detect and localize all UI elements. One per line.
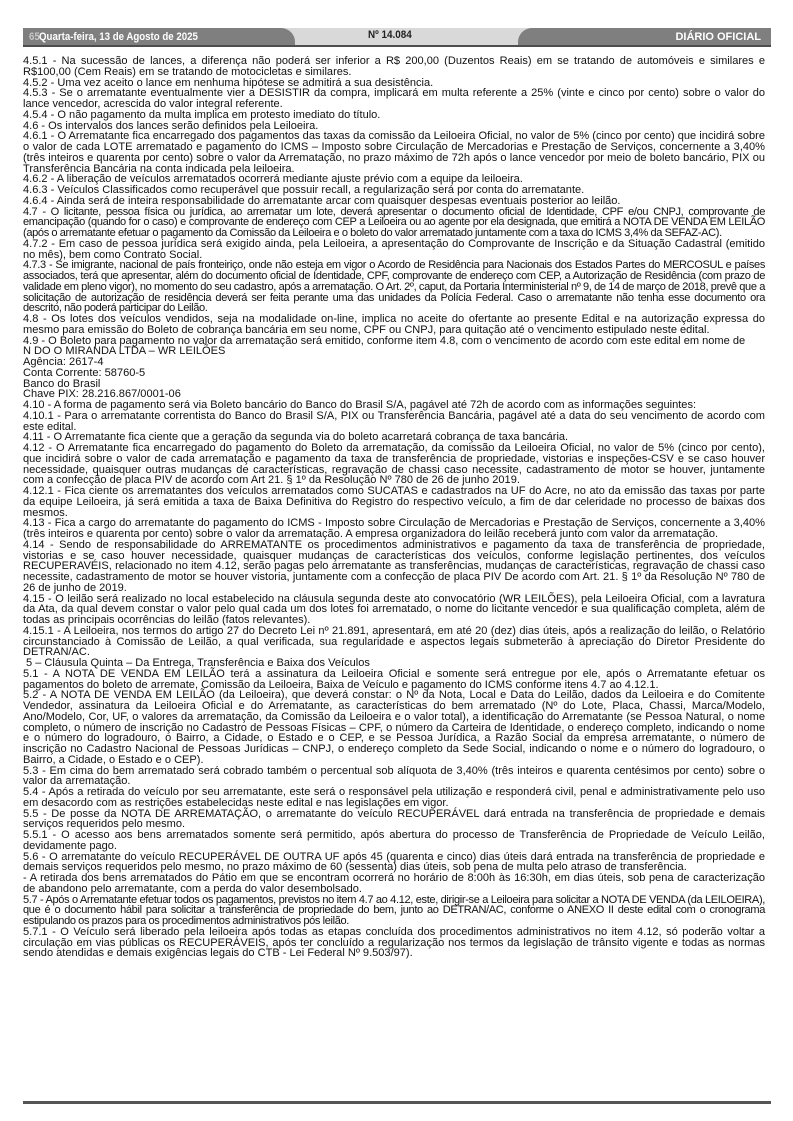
paragraph: 4.8 - Os lotes dos veículos vendidos, seja na modalidade on-line, implica no aceite do ofertante ao presente Edital e na autorização expressa do mesmo para emissão do Boleto de cobrança bancária em seu nome, CPF ou CNPJ, para quitação até o vencimento estipulado neste edital. [23,313,765,336]
header-left-tab [23,28,295,45]
paragraph: 5.5 - De posse da NOTA DE ARREMATAÇÃO, o arrematante do veículo RECUPERÁVEL dará entrada na transferência de propriedade e demais serviços requeridos pelo mesmo. [23,807,765,831]
paragraph: 4.12 - O Arrematante fica encarregado do pagamento do Boleto da arrematação, da comissão da Leiloeira Oficial, no valor de 5% (cinco por cento), que incidirá sobre o valor de cada arrematação e pagamento da taxa de transferência de propriedade, vistorias e inspeções-CSV e se caso houver necessidade, quaisquer outras mudanças de características, regravação de chassi caso necessite, cadastramento de motor se houver, juntamente com a confecção de placa PIV de acordo com Art 21. § 1º da Resolução Nº 780 de 26 de junho 2019. [23,442,765,487]
paragraph: 5.6 - O arrematante do veículo RECUPERÁVEL DE OUTRA UF após 45 (quarenta e cinco) dias úteis dará entrada na transferência de propriedade e demais serviços requeridos pelo mesmo, no prazo máximo de 60 (sessenta) dias úteis, sob pena de multa pelo atraso de transferência. [23,850,765,874]
paragraph: 4.11 - O Arrematante fica ciente que a geração da segunda via do boleto acarretará cobrança de taxa bancária. [23,431,569,444]
paragraph: 4.9 - O Boleto para pagamento no valor da arrematação será emitido, conforme item 4.8, com o vencimento de acordo com este edital em nome de [23,334,746,347]
publication-date: Quarta-feira, 13 de Agosto de 2025 [39,30,199,43]
paragraph: 4.5.1 - Na sucessão de lances, a diferença não poderá ser inferior a R$ 200,00 (Duzentos Reais) em se tratando de automóveis e similares e R$100,00 (Cem Reais) em se tratando de motocicletas e similares. [23,55,765,78]
paragraph: - A retirada dos bens arrematados do Pátio em que se encontram ocorrerá no horário de 8:00h às 16:30h, em dias úteis, sob pena de caracterização de abandono pelo arrematante, com a perda do valor desembolsado. [23,872,765,895]
paragraph: 4.10.1 - Para o arrematante correntista do Banco do Brasil S/A, PIX ou Transferência Bancária, pagável até a data do seu vencimento de acordo com este edital. [23,409,765,433]
paragraph: 4.13 - Fica a cargo do arrematante do pagamento do ICMS - Imposto sobre Circulação de Mercadorias e Prestação de Serviços, concernente a 3,40% (três inteiros e quarenta por cento) sobre o valor da arrematação. A empresa organizadora do leilão receberá junto com valor da arrematação. [23,517,765,540]
bank-agency: Agência: 2617-4 [23,356,104,368]
paragraph: 4.5.3 - Se o arrematante eventualmente vier a DESISTIR da compra, implicará em multa referente a 25% (vinte e cinco por cento) sobre o valor do lance vencedor, acrescida do valor integral referente. [23,87,765,110]
bank-name: Banco do Brasil [23,377,101,390]
paragraph: 4.6.2 - A liberação de veículos arrematados ocorrerá mediante ajuste prévio com a equipe da leiloeira. [23,173,523,186]
paragraph: 5.2 - A NOTA DE VENDA EM LEILÃO (da Leiloeira), que deverá constar: o Nº da Nota, Local e Data do Leilão, dados da Leiloeira e do Comitente Vendedor, assinatura da Leiloeira Oficial e do Arrematante, as características do bem arrematado (Nº do Lote, Placa, Chassi, Marca/Modelo, Ano/Modelo, Cor, UF, o valores da arrematação, da Comissão da Leiloeira e o valor total), a identificação do Arrematante (se Pessoa Natural, o nome completo, o número de inscrição no Cadastro de Pessoas Físicas – CPF, o número da Carteira de Identidade, o endereço completo, indicando o nome e o número do logradouro, o Bairro, a Cidade, o Estado e o CEP, e se Pessoa Jurídica, a Razão Social da empresa arrematante, o número de inscrição no Cadastro Nacional de Pessoas Jurídicas – CNPJ, o endereço completo da Sede Social, indicando o nome e o número do logradouro, o Bairro, a Cidade, o Estado e o CEP). [23,689,765,766]
paragraph: 4.15.1 - A Leiloeira, nos termos do artigo 27 do Decreto Lei nº 21.891, apresentará, em até 20 (dez) dias úteis, após a realização do leilão, o Relatório circunstanciado à Comissão de Leilão, a qual verificada, sua regularidade e aspectos legais submeterão à apreciação do Diretor Presidente do DETRAN/AC. [23,624,765,659]
paragraph: 4.15 - O leilão será realizado no local estabelecido na cláusula segunda deste ato convocatório (WR LEILÕES), pela Leiloeira Oficial, com a lavratura da Ata, da qual devem constar o valor pelo qual cada um dos lotes foi arrematado, o nome do licitante vencedor e sua qualificação completa, além de todas as principais ocorrências do leilão (fatos relevantes). [23,592,765,626]
paragraph: 4.7.3 - Se imigrante, nacional de país fronteiriço, onde não esteja em vigor o Acordo de Residência para Nacionais dos Estados Partes do MERCOSUL e países associados, terá que apresentar, além do documento oficial de Identidade, CPF, comprovante de endereço com CEP, a Autorização de Residência (com prazo de validade em pleno vigor), no momento do seu cadastro, após a arrematação. O Art. 2º, caput, da Portaria Interministerial nº 9, de 14 de março de 2018, prevê que a solicitação de autorização de residência deverá ser feita perante uma das unidades da Polícia Federal. Caso o arrematante não tenha esse documento ora descrito, não poderá participar do Leilão. [23,259,765,315]
bank-account: Conta Corrente: 58760-5 [23,366,146,379]
paragraph: 4.6.1 - O Arrematante fica encarregado dos pagamentos das taxas da comissão da Leiloeira Oficial, no valor de 5% (cinco por cento) que incidirá sobre o valor de cada LOTE arrematado e pagamento do ICMS – Imposto sobre Circulação de Mercadorias e Prestação de Serviços, concernente a 3,40% (três inteiros e quarenta por cento) sobre o valor da Arrematação, no prazo máximo de 72h após o lance vencedor por meio de boleto bancário, PIX ou Transferência Bancária na conta indicada pela leiloeira. [23,130,765,175]
paragraph: 4.7 - O licitante, pessoa física ou jurídica, ao arrematar um lote, deverá apresentar o documento oficial de Identidade, CPF e/ou CNPJ, comprovante de emancipação (quando for o caso) e comprovante de endereço com CEP a Leiloeira ou ao agente por ela designada, que emitirá a NOTA DE VENDA EM LEILÃO (após o arrematante efetuar o pagamento da Comissão da Leiloeira e o boleto do valor arrematado juntamente com a taxa do ICMS 3,4% da SEFAZ-AC). [23,205,765,239]
paragraph: 5.3 - Em cima do bem arrematado será cobrado também o percentual sob alíquota de 3,40% (três inteiros e quarenta centésimos por cento) sobre o valor da arrematação. [23,764,765,788]
paragraph: 4.5.2 - Uma vez aceito o lance em nenhuma hipótese se admitirá a sua desistência. [23,76,434,89]
paragraph: 5.1 - A NOTA DE VENDA EM LEILÃO terá a assinatura da Leiloeira Oficial e somente será entregue por ele, após o Arrematante efetuar os pagamentos do boleto de arremate, Comissão da Leiloeira, Baixa de Veículo e pagamento do ICMS conforme itens 4.7 ao 4.12.1. [23,667,765,691]
issue-number: Nº 14.084 [368,29,412,41]
paragraph: 4.14 - Sendo de responsabilidade do ARREMATANTE os procedimentos administrativos e pagamento da taxa de transferência de propriedade, vistorias e se caso houver necessidade, quaisquer mudanças de características dos veículos, conforme legislação pertinentes, dos veículos RECUPERAVÉIS, relacionado no item 4.12, serão pagas pelo arrematante as transferências, mudanças de características, regravação de chassi caso necessite, cadastramento de motor se houver vistoria, juntamente com a confecção de placa PIV De acordo com Art. 21. § 1º da Resolução Nº 780 de 26 de junho de 2019. [23,538,765,594]
paragraph: 4.5.4 - O não pagamento da multa implica em protesto imediato do título. [23,108,381,121]
paragraph: 5.7 - Após o Arrematante efetuar todos os pagamentos, previstos no item 4.7 ao 4.12, este, dirigir-se a Leiloeira para solicitar a NOTA DE VENDA (da LEILOEIRA), que é o documento hábil para solicitar a transferência de propriedade do bem, junto ao DETRAN/AC, conforme o ANEXO II deste edital com o cronograma estipulando os prazos para os procedimentos administrativos pós leilão. [23,893,765,927]
publication-title: DIÁRIO OFICIAL [675,30,761,43]
payee-name: N DO O MIRANDA LTDA – WR LEILÕES [23,345,226,358]
paragraph: 5.5.1 - O acesso aos bens arrematados somente será permitido, após abertura do processo de Transferência de Propriedade de Veículo Leilão, devidamente pago. [23,829,765,852]
footer-divider [23,1101,771,1104]
paragraph: 4.6 - Os intervalos dos lances serão definidos pela Leiloeira. [23,119,319,132]
document-body [23,56,765,959]
header-right-tab [518,28,771,45]
section-heading: 5 – Cláusula Quinta – Da Entrega, Transferência e Baixa dos Veículos [26,657,370,669]
pix-key: Chave PIX: 28.216.867/0001-06 [23,388,181,401]
page-header [23,28,771,45]
paragraph: 4.7.2 - Em caso de pessoa jurídica será exigido ainda, pela Leiloeira, a apresentação do Comprovante de Inscrição e da Situação Cadastral (emitido no mês), bem como Contrato Social. [23,237,765,261]
paragraph: 4.6.3 - Veículos Classificados como recuperável que possuir recall, a regularização será por conta do arrematante. [23,184,585,196]
paragraph: 4.6.4 - Ainda será de inteira responsabilidade do arrematante arcar com quaisquer despesas eventuais posterior ao leilão. [23,194,621,207]
paragraph: 4.10 - A forma de pagamento será via Boleto bancário do Banco do Brasil S/A, pagável até 72h de acordo com as informações seguintes: [23,399,697,411]
paragraph: 5.4 - Após a retirada do veículo por seu arrematante, este será o responsável pela utilização e responderá civil, penal e administrativamente pelo uso em desacordo com as restrições estabelecidas neste edital e nas legislações em vigor. [23,786,765,809]
header-divider [23,45,771,47]
paragraph: 5.7.1 - O Veículo será liberado pela leiloeira após todas as etapas concluída dos procedimentos administrativos no item 4.12, só poderão voltar a circulação em vias públicas os RECUPERÁVEIS, após ter concluído a regularização nos termos da legislação de trânsito vigente e todas as normas sendo atendidas e demais exigências legais do CTB - Lei Federal Nº 9.503/97). [23,925,765,960]
page-number: 65 [29,30,40,43]
paragraph: 4.12.1 - Fica ciente os arrematantes dos veículos arrematados como SUCATAS e cadastrados na UF do Acre, no ato da emissão das taxas por parte da equipe Leiloeira, já será emitida a taxa de Baixa Definitiva do Registro do respectivo veículo, a fim de dar celeridade no processo de baixas dos mesmos. [23,485,765,519]
